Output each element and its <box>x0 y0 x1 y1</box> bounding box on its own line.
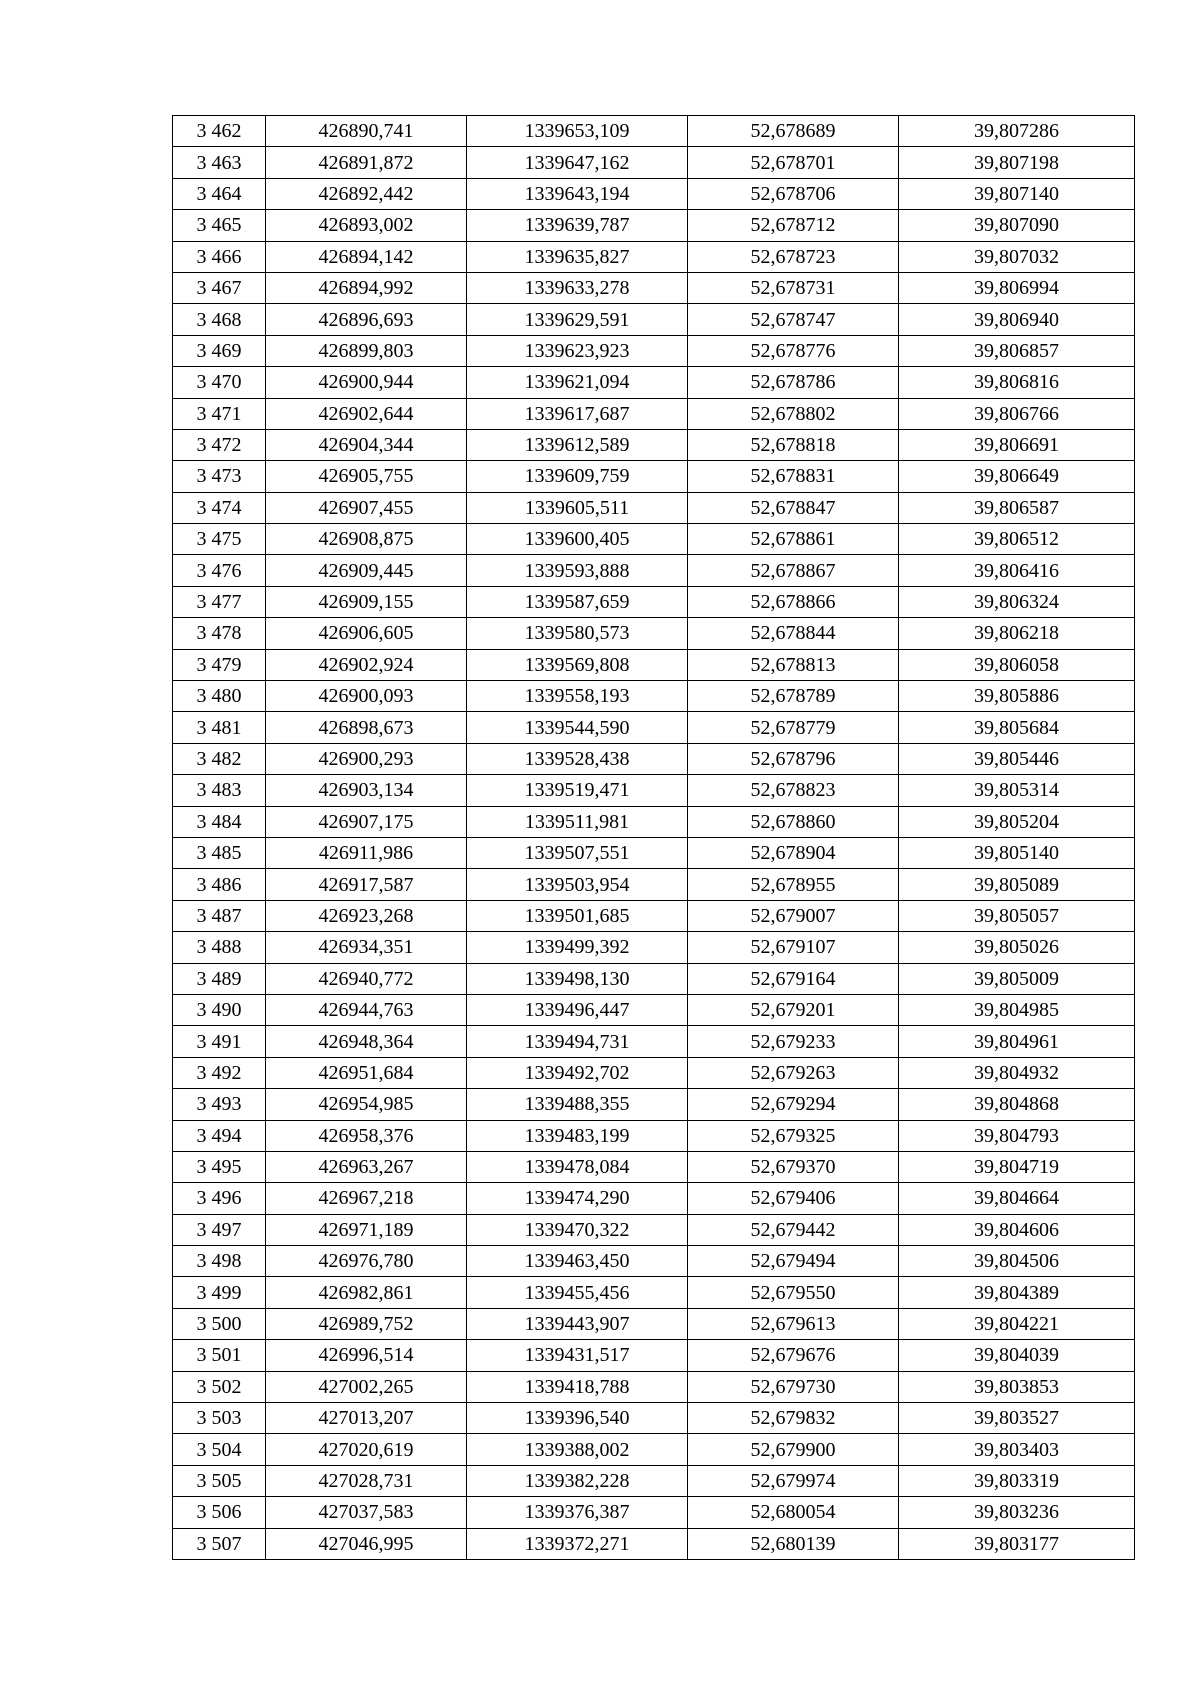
table-row <box>173 555 1135 586</box>
longitude-cell: 39,803527 <box>899 1403 1135 1434</box>
point-number-cell: 3 487 <box>173 900 266 931</box>
x-coordinate-cell: 426894,142 <box>266 241 467 272</box>
point-number-cell: 3 473 <box>173 461 266 492</box>
longitude-cell: 39,804932 <box>899 1057 1135 1088</box>
longitude-cell: 39,806416 <box>899 555 1135 586</box>
table-row <box>173 1151 1135 1182</box>
point-number-cell: 3 492 <box>173 1057 266 1088</box>
latitude-cell: 52,678731 <box>688 272 899 303</box>
longitude-cell: 39,807286 <box>899 116 1135 147</box>
longitude-cell: 39,804221 <box>899 1308 1135 1339</box>
point-number-cell: 3 474 <box>173 492 266 523</box>
longitude-cell: 39,803236 <box>899 1497 1135 1528</box>
table-row <box>173 618 1135 649</box>
coordinates-table-body <box>173 116 1135 1560</box>
point-number-cell: 3 465 <box>173 210 266 241</box>
y-coordinate-cell: 1339372,271 <box>467 1528 688 1559</box>
table-row <box>173 1026 1135 1057</box>
table-row <box>173 806 1135 837</box>
y-coordinate-cell: 1339496,447 <box>467 994 688 1025</box>
latitude-cell: 52,678867 <box>688 555 899 586</box>
point-number-cell: 3 491 <box>173 1026 266 1057</box>
table-row <box>173 304 1135 335</box>
point-number-cell: 3 493 <box>173 1089 266 1120</box>
longitude-cell: 39,804664 <box>899 1183 1135 1214</box>
table-row <box>173 994 1135 1025</box>
point-number-cell: 3 500 <box>173 1308 266 1339</box>
point-number-cell: 3 470 <box>173 367 266 398</box>
y-coordinate-cell: 1339558,193 <box>467 681 688 712</box>
y-coordinate-cell: 1339569,808 <box>467 649 688 680</box>
y-coordinate-cell: 1339470,322 <box>467 1214 688 1245</box>
y-coordinate-cell: 1339483,199 <box>467 1120 688 1151</box>
longitude-cell: 39,806587 <box>899 492 1135 523</box>
latitude-cell: 52,678802 <box>688 398 899 429</box>
latitude-cell: 52,679832 <box>688 1403 899 1434</box>
x-coordinate-cell: 426971,189 <box>266 1214 467 1245</box>
table-row <box>173 1340 1135 1371</box>
y-coordinate-cell: 1339498,130 <box>467 963 688 994</box>
longitude-cell: 39,806649 <box>899 461 1135 492</box>
y-coordinate-cell: 1339507,551 <box>467 837 688 868</box>
x-coordinate-cell: 426967,218 <box>266 1183 467 1214</box>
y-coordinate-cell: 1339623,923 <box>467 335 688 366</box>
longitude-cell: 39,807198 <box>899 147 1135 178</box>
table-row <box>173 1214 1135 1245</box>
table-row <box>173 210 1135 241</box>
y-coordinate-cell: 1339617,687 <box>467 398 688 429</box>
y-coordinate-cell: 1339388,002 <box>467 1434 688 1465</box>
table-row <box>173 1434 1135 1465</box>
y-coordinate-cell: 1339492,702 <box>467 1057 688 1088</box>
longitude-cell: 39,804719 <box>899 1151 1135 1182</box>
y-coordinate-cell: 1339382,228 <box>467 1465 688 1496</box>
table-row <box>173 681 1135 712</box>
y-coordinate-cell: 1339418,788 <box>467 1371 688 1402</box>
latitude-cell: 52,678861 <box>688 524 899 555</box>
latitude-cell: 52,678701 <box>688 147 899 178</box>
longitude-cell: 39,804039 <box>899 1340 1135 1371</box>
table-row <box>173 1089 1135 1120</box>
y-coordinate-cell: 1339443,907 <box>467 1308 688 1339</box>
table-row <box>173 743 1135 774</box>
table-row <box>173 147 1135 178</box>
table-row <box>173 1057 1135 1088</box>
y-coordinate-cell: 1339511,981 <box>467 806 688 837</box>
point-number-cell: 3 494 <box>173 1120 266 1151</box>
longitude-cell: 39,807140 <box>899 178 1135 209</box>
point-number-cell: 3 498 <box>173 1246 266 1277</box>
point-number-cell: 3 466 <box>173 241 266 272</box>
longitude-cell: 39,805009 <box>899 963 1135 994</box>
longitude-cell: 39,804868 <box>899 1089 1135 1120</box>
y-coordinate-cell: 1339396,540 <box>467 1403 688 1434</box>
y-coordinate-cell: 1339643,194 <box>467 178 688 209</box>
point-number-cell: 3 503 <box>173 1403 266 1434</box>
latitude-cell: 52,678904 <box>688 837 899 868</box>
x-coordinate-cell: 426902,924 <box>266 649 467 680</box>
x-coordinate-cell: 426940,772 <box>266 963 467 994</box>
x-coordinate-cell: 426944,763 <box>266 994 467 1025</box>
x-coordinate-cell: 426917,587 <box>266 869 467 900</box>
table-row <box>173 1528 1135 1559</box>
y-coordinate-cell: 1339647,162 <box>467 147 688 178</box>
y-coordinate-cell: 1339499,392 <box>467 932 688 963</box>
longitude-cell: 39,804506 <box>899 1246 1135 1277</box>
x-coordinate-cell: 426907,175 <box>266 806 467 837</box>
x-coordinate-cell: 427037,583 <box>266 1497 467 1528</box>
latitude-cell: 52,678831 <box>688 461 899 492</box>
point-number-cell: 3 507 <box>173 1528 266 1559</box>
y-coordinate-cell: 1339488,355 <box>467 1089 688 1120</box>
point-number-cell: 3 463 <box>173 147 266 178</box>
x-coordinate-cell: 426891,872 <box>266 147 467 178</box>
longitude-cell: 39,803403 <box>899 1434 1135 1465</box>
x-coordinate-cell: 426902,644 <box>266 398 467 429</box>
latitude-cell: 52,678813 <box>688 649 899 680</box>
table-row <box>173 1183 1135 1214</box>
longitude-cell: 39,806058 <box>899 649 1135 680</box>
x-coordinate-cell: 426954,985 <box>266 1089 467 1120</box>
latitude-cell: 52,679676 <box>688 1340 899 1371</box>
longitude-cell: 39,805140 <box>899 837 1135 868</box>
latitude-cell: 52,679550 <box>688 1277 899 1308</box>
table-row <box>173 649 1135 680</box>
longitude-cell: 39,805089 <box>899 869 1135 900</box>
y-coordinate-cell: 1339587,659 <box>467 586 688 617</box>
point-number-cell: 3 495 <box>173 1151 266 1182</box>
x-coordinate-cell: 426909,445 <box>266 555 467 586</box>
table-row <box>173 398 1135 429</box>
table-row <box>173 116 1135 147</box>
table-row <box>173 712 1135 743</box>
point-number-cell: 3 475 <box>173 524 266 555</box>
x-coordinate-cell: 426903,134 <box>266 775 467 806</box>
table-row <box>173 429 1135 460</box>
y-coordinate-cell: 1339501,685 <box>467 900 688 931</box>
x-coordinate-cell: 426958,376 <box>266 1120 467 1151</box>
x-coordinate-cell: 426948,364 <box>266 1026 467 1057</box>
latitude-cell: 52,678786 <box>688 367 899 398</box>
longitude-cell: 39,806324 <box>899 586 1135 617</box>
latitude-cell: 52,678860 <box>688 806 899 837</box>
x-coordinate-cell: 427046,995 <box>266 1528 467 1559</box>
point-number-cell: 3 467 <box>173 272 266 303</box>
latitude-cell: 52,679263 <box>688 1057 899 1088</box>
y-coordinate-cell: 1339463,450 <box>467 1246 688 1277</box>
point-number-cell: 3 462 <box>173 116 266 147</box>
x-coordinate-cell: 426934,351 <box>266 932 467 963</box>
longitude-cell: 39,805204 <box>899 806 1135 837</box>
latitude-cell: 52,678779 <box>688 712 899 743</box>
latitude-cell: 52,678776 <box>688 335 899 366</box>
table-row <box>173 900 1135 931</box>
latitude-cell: 52,679294 <box>688 1089 899 1120</box>
longitude-cell: 39,806857 <box>899 335 1135 366</box>
latitude-cell: 52,679442 <box>688 1214 899 1245</box>
x-coordinate-cell: 426900,293 <box>266 743 467 774</box>
y-coordinate-cell: 1339612,589 <box>467 429 688 460</box>
x-coordinate-cell: 426894,992 <box>266 272 467 303</box>
x-coordinate-cell: 426896,693 <box>266 304 467 335</box>
longitude-cell: 39,804606 <box>899 1214 1135 1245</box>
point-number-cell: 3 504 <box>173 1434 266 1465</box>
table-row <box>173 1371 1135 1402</box>
y-coordinate-cell: 1339376,387 <box>467 1497 688 1528</box>
longitude-cell: 39,804793 <box>899 1120 1135 1151</box>
point-number-cell: 3 489 <box>173 963 266 994</box>
longitude-cell: 39,805057 <box>899 900 1135 931</box>
point-number-cell: 3 478 <box>173 618 266 649</box>
latitude-cell: 52,678689 <box>688 116 899 147</box>
point-number-cell: 3 480 <box>173 681 266 712</box>
longitude-cell: 39,806766 <box>899 398 1135 429</box>
y-coordinate-cell: 1339639,787 <box>467 210 688 241</box>
x-coordinate-cell: 426900,944 <box>266 367 467 398</box>
latitude-cell: 52,679164 <box>688 963 899 994</box>
point-number-cell: 3 497 <box>173 1214 266 1245</box>
x-coordinate-cell: 426982,861 <box>266 1277 467 1308</box>
table-row <box>173 1308 1135 1339</box>
latitude-cell: 52,678706 <box>688 178 899 209</box>
x-coordinate-cell: 426898,673 <box>266 712 467 743</box>
latitude-cell: 52,679325 <box>688 1120 899 1151</box>
table-row <box>173 492 1135 523</box>
point-number-cell: 3 496 <box>173 1183 266 1214</box>
point-number-cell: 3 477 <box>173 586 266 617</box>
x-coordinate-cell: 426890,741 <box>266 116 467 147</box>
coordinates-table <box>172 115 1135 1560</box>
latitude-cell: 52,679613 <box>688 1308 899 1339</box>
y-coordinate-cell: 1339519,471 <box>467 775 688 806</box>
x-coordinate-cell: 426900,093 <box>266 681 467 712</box>
y-coordinate-cell: 1339653,109 <box>467 116 688 147</box>
latitude-cell: 52,678847 <box>688 492 899 523</box>
y-coordinate-cell: 1339593,888 <box>467 555 688 586</box>
latitude-cell: 52,679494 <box>688 1246 899 1277</box>
table-row <box>173 1120 1135 1151</box>
point-number-cell: 3 464 <box>173 178 266 209</box>
x-coordinate-cell: 426976,780 <box>266 1246 467 1277</box>
longitude-cell: 39,806691 <box>899 429 1135 460</box>
y-coordinate-cell: 1339455,456 <box>467 1277 688 1308</box>
table-row <box>173 461 1135 492</box>
latitude-cell: 52,678747 <box>688 304 899 335</box>
latitude-cell: 52,678796 <box>688 743 899 774</box>
y-coordinate-cell: 1339503,954 <box>467 869 688 900</box>
y-coordinate-cell: 1339609,759 <box>467 461 688 492</box>
table-row <box>173 1497 1135 1528</box>
longitude-cell: 39,805886 <box>899 681 1135 712</box>
x-coordinate-cell: 426905,755 <box>266 461 467 492</box>
point-number-cell: 3 483 <box>173 775 266 806</box>
y-coordinate-cell: 1339478,084 <box>467 1151 688 1182</box>
x-coordinate-cell: 426909,155 <box>266 586 467 617</box>
point-number-cell: 3 471 <box>173 398 266 429</box>
latitude-cell: 52,679201 <box>688 994 899 1025</box>
table-row <box>173 367 1135 398</box>
point-number-cell: 3 485 <box>173 837 266 868</box>
x-coordinate-cell: 427013,207 <box>266 1403 467 1434</box>
latitude-cell: 52,678844 <box>688 618 899 649</box>
table-row <box>173 241 1135 272</box>
longitude-cell: 39,806816 <box>899 367 1135 398</box>
y-coordinate-cell: 1339474,290 <box>467 1183 688 1214</box>
y-coordinate-cell: 1339600,405 <box>467 524 688 555</box>
x-coordinate-cell: 426911,986 <box>266 837 467 868</box>
y-coordinate-cell: 1339494,731 <box>467 1026 688 1057</box>
x-coordinate-cell: 426996,514 <box>266 1340 467 1371</box>
longitude-cell: 39,803319 <box>899 1465 1135 1496</box>
x-coordinate-cell: 427020,619 <box>266 1434 467 1465</box>
longitude-cell: 39,805314 <box>899 775 1135 806</box>
point-number-cell: 3 481 <box>173 712 266 743</box>
point-number-cell: 3 484 <box>173 806 266 837</box>
longitude-cell: 39,803853 <box>899 1371 1135 1402</box>
latitude-cell: 52,678789 <box>688 681 899 712</box>
y-coordinate-cell: 1339621,094 <box>467 367 688 398</box>
latitude-cell: 52,679007 <box>688 900 899 931</box>
latitude-cell: 52,678818 <box>688 429 899 460</box>
longitude-cell: 39,805026 <box>899 932 1135 963</box>
longitude-cell: 39,803177 <box>899 1528 1135 1559</box>
table-row <box>173 524 1135 555</box>
y-coordinate-cell: 1339544,590 <box>467 712 688 743</box>
point-number-cell: 3 506 <box>173 1497 266 1528</box>
y-coordinate-cell: 1339528,438 <box>467 743 688 774</box>
table-row <box>173 1246 1135 1277</box>
longitude-cell: 39,804389 <box>899 1277 1135 1308</box>
x-coordinate-cell: 426908,875 <box>266 524 467 555</box>
x-coordinate-cell: 426893,002 <box>266 210 467 241</box>
x-coordinate-cell: 426899,803 <box>266 335 467 366</box>
x-coordinate-cell: 426892,442 <box>266 178 467 209</box>
x-coordinate-cell: 426989,752 <box>266 1308 467 1339</box>
x-coordinate-cell: 427002,265 <box>266 1371 467 1402</box>
latitude-cell: 52,679730 <box>688 1371 899 1402</box>
latitude-cell: 52,678866 <box>688 586 899 617</box>
point-number-cell: 3 505 <box>173 1465 266 1496</box>
point-number-cell: 3 502 <box>173 1371 266 1402</box>
point-number-cell: 3 490 <box>173 994 266 1025</box>
x-coordinate-cell: 426963,267 <box>266 1151 467 1182</box>
point-number-cell: 3 479 <box>173 649 266 680</box>
y-coordinate-cell: 1339605,511 <box>467 492 688 523</box>
point-number-cell: 3 488 <box>173 932 266 963</box>
x-coordinate-cell: 426923,268 <box>266 900 467 931</box>
table-row <box>173 963 1135 994</box>
point-number-cell: 3 468 <box>173 304 266 335</box>
table-row <box>173 1277 1135 1308</box>
latitude-cell: 52,678823 <box>688 775 899 806</box>
y-coordinate-cell: 1339629,591 <box>467 304 688 335</box>
longitude-cell: 39,805684 <box>899 712 1135 743</box>
point-number-cell: 3 469 <box>173 335 266 366</box>
table-row <box>173 775 1135 806</box>
table-row <box>173 586 1135 617</box>
longitude-cell: 39,807032 <box>899 241 1135 272</box>
y-coordinate-cell: 1339635,827 <box>467 241 688 272</box>
longitude-cell: 39,806512 <box>899 524 1135 555</box>
x-coordinate-cell: 426951,684 <box>266 1057 467 1088</box>
table-row <box>173 178 1135 209</box>
latitude-cell: 52,678723 <box>688 241 899 272</box>
latitude-cell: 52,679233 <box>688 1026 899 1057</box>
longitude-cell: 39,806994 <box>899 272 1135 303</box>
latitude-cell: 52,680139 <box>688 1528 899 1559</box>
latitude-cell: 52,678712 <box>688 210 899 241</box>
table-row <box>173 837 1135 868</box>
x-coordinate-cell: 426906,605 <box>266 618 467 649</box>
point-number-cell: 3 472 <box>173 429 266 460</box>
latitude-cell: 52,679974 <box>688 1465 899 1496</box>
y-coordinate-cell: 1339633,278 <box>467 272 688 303</box>
latitude-cell: 52,679406 <box>688 1183 899 1214</box>
longitude-cell: 39,805446 <box>899 743 1135 774</box>
y-coordinate-cell: 1339431,517 <box>467 1340 688 1371</box>
table-row <box>173 335 1135 366</box>
point-number-cell: 3 482 <box>173 743 266 774</box>
point-number-cell: 3 476 <box>173 555 266 586</box>
table-row <box>173 869 1135 900</box>
longitude-cell: 39,806218 <box>899 618 1135 649</box>
point-number-cell: 3 486 <box>173 869 266 900</box>
longitude-cell: 39,804985 <box>899 994 1135 1025</box>
latitude-cell: 52,679370 <box>688 1151 899 1182</box>
point-number-cell: 3 501 <box>173 1340 266 1371</box>
table-row <box>173 1465 1135 1496</box>
longitude-cell: 39,807090 <box>899 210 1135 241</box>
latitude-cell: 52,678955 <box>688 869 899 900</box>
latitude-cell: 52,679107 <box>688 932 899 963</box>
table-row <box>173 1403 1135 1434</box>
latitude-cell: 52,679900 <box>688 1434 899 1465</box>
table-row <box>173 932 1135 963</box>
point-number-cell: 3 499 <box>173 1277 266 1308</box>
longitude-cell: 39,804961 <box>899 1026 1135 1057</box>
longitude-cell: 39,806940 <box>899 304 1135 335</box>
x-coordinate-cell: 426904,344 <box>266 429 467 460</box>
x-coordinate-cell: 427028,731 <box>266 1465 467 1496</box>
y-coordinate-cell: 1339580,573 <box>467 618 688 649</box>
latitude-cell: 52,680054 <box>688 1497 899 1528</box>
x-coordinate-cell: 426907,455 <box>266 492 467 523</box>
table-row <box>173 272 1135 303</box>
